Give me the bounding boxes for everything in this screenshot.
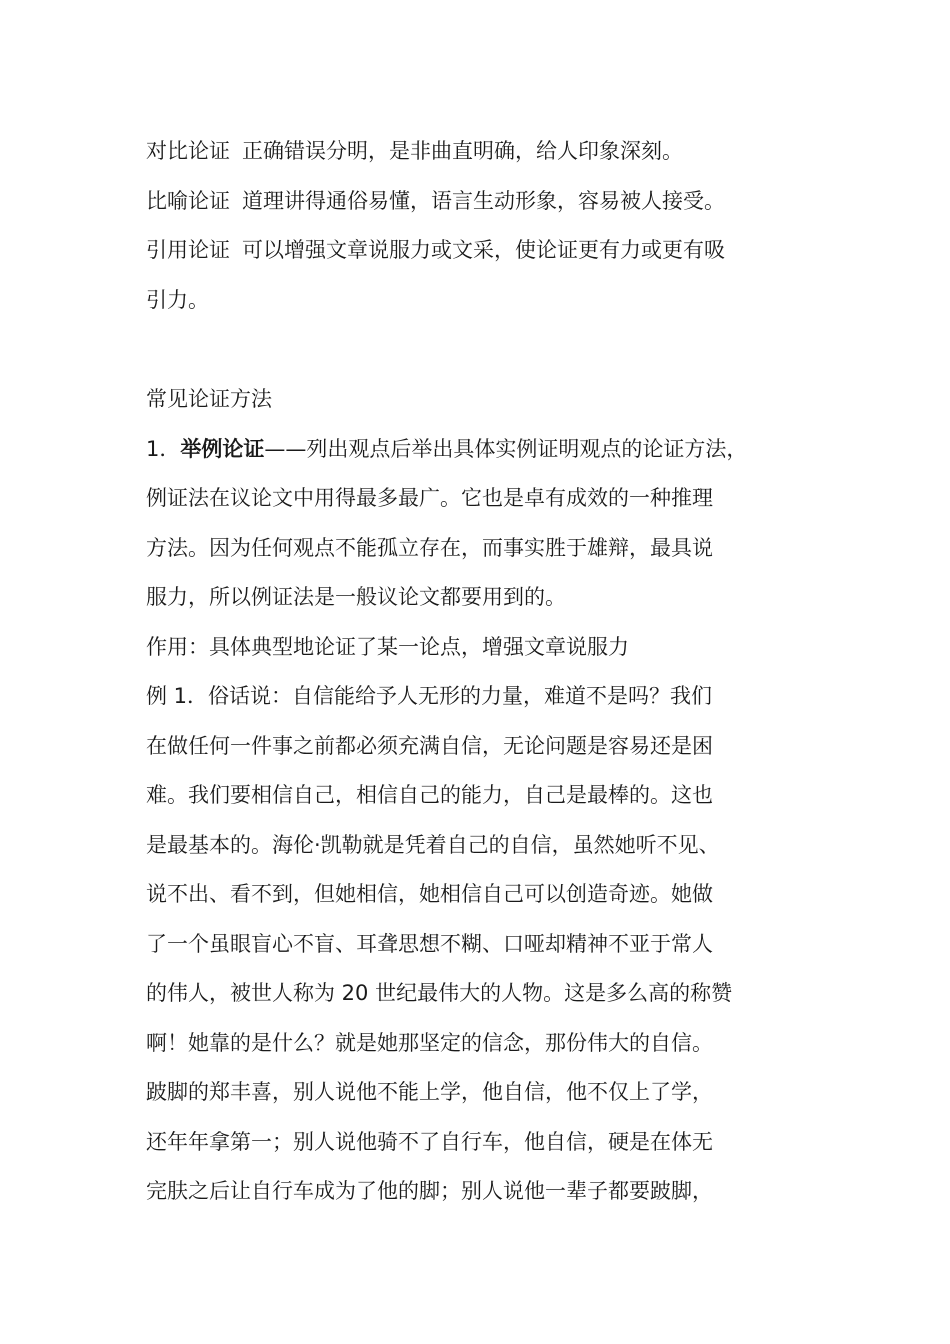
method-line-quotation bbox=[146, 226, 836, 276]
section-title: 常见论证方法 bbox=[146, 387, 272, 411]
item-definition: ——列出观点后举出具体实例证明观点的论证方法， bbox=[264, 436, 748, 461]
method-line-quotation-cont: 引力。 bbox=[146, 287, 209, 312]
method-name: 对比论证 bbox=[146, 139, 230, 163]
item-term: 举例论证 bbox=[180, 436, 265, 461]
example-line: 跛脚的郑丰喜，别人说他不能上学，他自信，他不仅上了学， bbox=[146, 1080, 713, 1104]
method-name: 比喻论证 bbox=[146, 188, 230, 213]
example-line: 是最基本的。海伦·凯勒就是凭着自己的自信，虽然她听不见、 bbox=[146, 832, 720, 857]
argument-methods-section bbox=[146, 375, 836, 1217]
function-line: 作用：具体典型地论证了某一论点，增强文章说服力 bbox=[146, 634, 629, 659]
paragraph-line: 方法。因为任何观点不能孤立存在，而事实胜于雄辩，最具说 bbox=[146, 535, 713, 560]
item1-definition-first bbox=[146, 425, 836, 475]
paragraph-line: 例证法在议论文中用得最多最广。它也是卓有成效的一种推理 bbox=[146, 486, 713, 510]
example-line: 例 1．俗话说：自信能给予人无形的力量，难道不是吗？我们 bbox=[146, 684, 713, 708]
method-line-metaphor bbox=[146, 177, 836, 227]
example-line: 啊！她靠的是什么？就是她那坚定的信念，那份伟大的自信。 bbox=[146, 1030, 713, 1055]
example-line: 了一个虽眼盲心不盲、耳聋思想不糊、口哑却精神不亚于常人 bbox=[146, 931, 713, 956]
example-line: 在做任何一件事之前都必须充满自信，无论问题是容易还是困 bbox=[146, 733, 713, 758]
example-line: 难。我们要相信自己，相信自己的能力，自己是最棒的。这也 bbox=[146, 783, 713, 807]
item-number: 1． bbox=[146, 436, 181, 461]
example-line: 说不出、看不到，但她相信，她相信自己可以创造奇迹。她做 bbox=[146, 882, 713, 906]
example-line: 完肤之后让自行车成为了他的脚；别人说他一辈子都要跛脚， bbox=[146, 1179, 713, 1203]
method-name: 引用论证 bbox=[146, 238, 230, 262]
paragraph-line: 服力，所以例证法是一般议论文都要用到的。 bbox=[146, 585, 566, 609]
method-effect: 正确错误分明，是非曲直明确，给人印象深刻。 bbox=[242, 139, 683, 163]
example-line: 的伟人，被世人称为 20 世纪最伟大的人物。这是多么高的称赞 bbox=[146, 981, 733, 1005]
method-effect: 道理讲得通俗易懂，语言生动形象，容易被人接受。 bbox=[242, 188, 725, 213]
methods-effects-block bbox=[146, 127, 836, 325]
method-line-contrast bbox=[146, 127, 836, 177]
method-effect: 可以增强文章说服力或文采，使论证更有力或更有吸 bbox=[242, 238, 725, 262]
example-line: 还年年拿第一；别人说他骑不了自行车，他自信，硬是在体无 bbox=[146, 1129, 713, 1154]
